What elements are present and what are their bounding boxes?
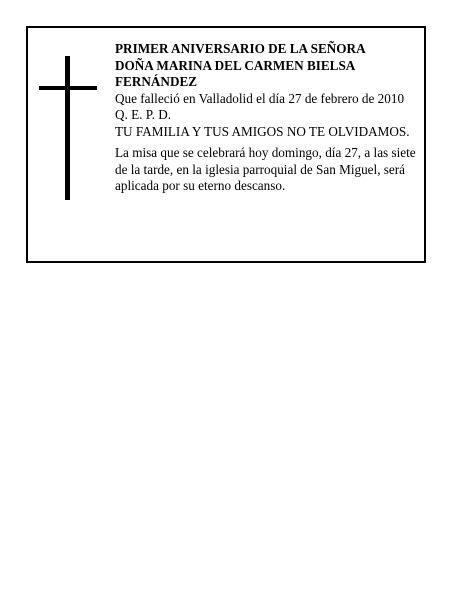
- cross-icon: [39, 56, 97, 200]
- family-message: TU FAMILIA Y TUS AMIGOS NO TE OLVIDAMOS.: [115, 123, 410, 139]
- notice-heading: [115, 41, 423, 91]
- mass-info: La misa que se celebrará hoy domingo, día 27, a las siete de la tarde, en la iglesia parroquial de San Miguel, será aplicada por su eterno descanso.: [115, 145, 416, 193]
- death-info: Que falleció en Valladolid el día 27 de febrero de 2010: [115, 90, 405, 106]
- qepd-text: Q. E. P. D.: [115, 107, 172, 122]
- heading-line-2: DOÑA MARINA DEL CARMEN BIELSA FERNÁNDEZ: [115, 57, 355, 89]
- obituary-notice: [26, 26, 426, 263]
- cross-horizontal-bar: [39, 86, 97, 90]
- cross-vertical-bar: [65, 56, 70, 200]
- notice-text: [115, 41, 423, 195]
- heading-line-1: PRIMER ANIVERSARIO DE LA SEÑORA: [115, 41, 366, 56]
